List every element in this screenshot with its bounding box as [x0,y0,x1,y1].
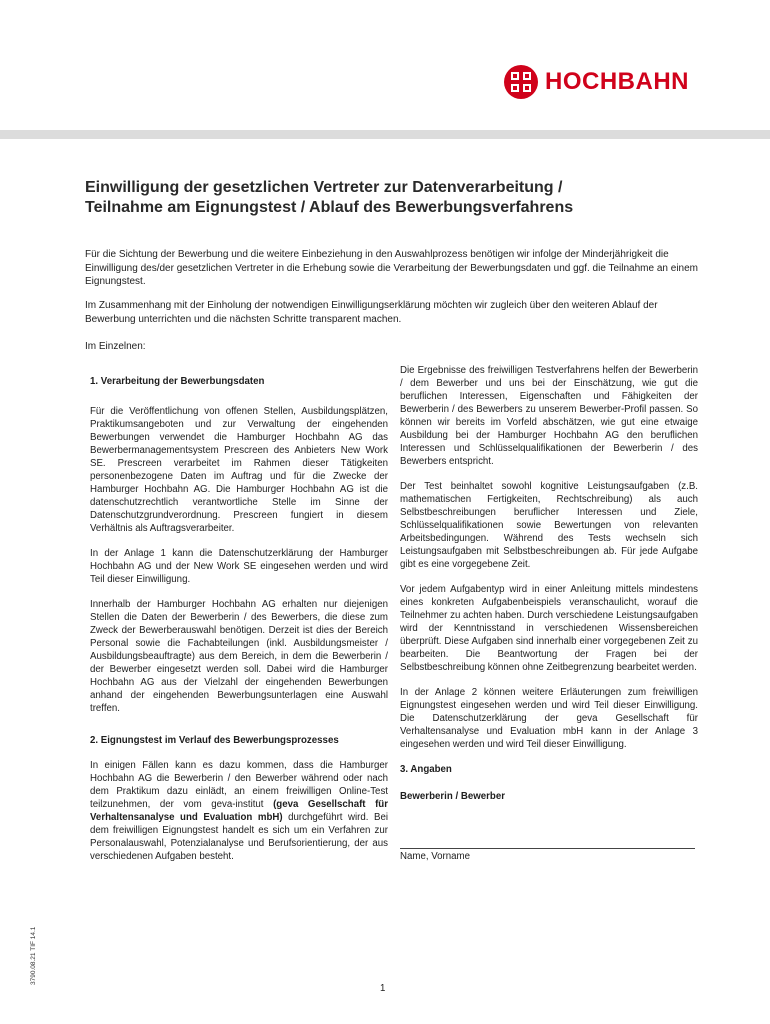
section-1-heading: 1. Verarbeitung der Bewerbungsdaten [90,376,265,387]
intro-paragraph-2: Im Zusammenhang mit der Einholung der notwendigen Einwilligungserklärung möchten wir zugleich über den weiteren Ablauf der Bewerbung unterrichten und die nächsten Schritte transparent machen. [85,300,658,325]
section-2-text-before: In einigen Fällen kann es dazu kommen, dass die Hamburger Hochbahn AG die Bewerberin / den Bewerber während oder nach dem Praktikum dazu einlädt, an einem freiwilligen Online-Test teilzunehmen, der vom geva-institut [90,760,388,810]
title-line-2: Teilnahme am Eignungstest / Ablauf des Bewerbungsverfahrens [85,199,574,216]
name-input-line[interactable] [400,848,695,849]
document-title [85,178,725,218]
section-3-heading: 3. Angaben [400,764,452,775]
name-field-label: Name, Vorname [400,851,470,862]
intro-paragraph-3: Im Einzelnen: [85,341,146,352]
right-paragraph-1: Die Ergebnisse des freiwilligen Testverfahrens helfen der Bewerberin / dem Bewerber und uns bei der Einschätzung, wie gut die beruflichen Interessen, Eigenschaften und Fähigkeiten der Bewerberin / des Bewerbers zu unserem Bewerber-Profil passen. So können wir bereits im Vorfeld abschätzen, wie gut eine etwaige Ausbildung bei der Hamburger Hochbahn AG den beruflichen Interessen und Schlüsselqualifikationen der Bewerberin / des Bewerbers entspricht. [400,365,698,467]
header-divider-band [0,130,770,139]
right-paragraph-4: In der Anlage 2 können weitere Erläuterungen zum freiwilligen Eignungstest eingesehen werden und wird Teil dieser Einwilligung. Die Datenschutzerklärung der geva Gesellschaft für Verhaltensanalyse und Evaluation mbH kann in der Anlage 3 eingesehen werden und wird Teil dieser Einwilligung. [400,687,698,750]
left-column [90,375,388,875]
page-number: 1 [380,983,386,994]
logo-text: HOCHBAHN [545,68,689,95]
hochbahn-logo [503,64,689,100]
intro-paragraph-1: Für die Sichtung der Bewerbung und die weitere Einbeziehung in den Auswahlprozess benötigen wir infolge der Minderjährigkeit die Einwilligung des/der gesetzlichen Vertreter in die Erhebung sowie die Verarbeitung der Bewerbungsdaten und ggf. die Teilnahme an einem Eignungstest. [85,249,698,287]
section-2-text-after: durchgeführt wird. Bei dem freiwilligen Eignungstest handelt es sich um ein Verfahren zur Personalauswahl, Potenzialanalyse und Berufsorientierung, der aus verschiedenen Aufgaben besteht. [90,812,388,862]
side-document-code: 3790.08.21 TIF 14.1 [30,926,37,985]
section-2-paragraph [90,759,388,863]
section-2-text-bold: (geva Gesellschaft für Verhaltensanalyse und Evaluation mbH) [90,799,388,823]
section-1-paragraph-2: In der Anlage 1 kann die Datenschutzerklärung der Hamburger Hochbahn AG und der New Work SE eingesehen werden und wird Teil dieser Einwilligung. [90,548,388,585]
applicant-label: Bewerberin / Bewerber [400,791,505,802]
section-2-heading: 2. Eignungstest im Verlauf des Bewerbungsprozesses [90,735,339,746]
hochbahn-emblem-icon [503,64,539,100]
right-column [400,364,698,815]
section-1-paragraph-3: Innerhalb der Hamburger Hochbahn AG erhalten nur diejenigen Stellen die Daten der Bewerberin / des Bewerbers, die diese zum Zweck der Bewerberauswahl benötigen. Derzeit ist dies der Bereich Personal sowie die Fachabteilungen (inkl. Ausbildungsmeister / Ausbildungsbeauftragte) aus dem Bereich, in dem die Bewerberin / der Bewerber eingesetzt werden soll. Dabei wird die Hamburger Hochbahn AG aus der Vielzahl der eingehenden Bewerbungen anhand der eingehenden Bewerbungsunterlagen eine Auswahl treffen. [90,599,388,714]
title-line-1: Einwilligung der gesetzlichen Vertreter zur Datenverarbeitung / [85,179,563,196]
right-paragraph-2: Der Test beinhaltet sowohl kognitive Leistungsaufgaben (z.B. mathematischen Fertigkeiten, Rechtschreibung) als auch Selbstbeschreibungen beruflicher Interessen und Ziele, Schlüsselqualifikationen sowie Bewertungen von relevanten Arbeitsbedingungen. Während des Tests wechseln sich Leistungsaufgaben mit Selbstbeschreibungen ab. Für jede Aufgabe gibt es eine vorgegebene Zeit. [400,481,698,570]
right-paragraph-3: Vor jedem Aufgabentyp wird in einer Anleitung mittels mindestens eines konkreten Aufgabenbeispiels veranschaulicht, worauf die Teilnehmer zu achten haben. Durch verschiedene Leistungsaufgaben wird der Kenntnisstand in verschiedenen Wissensbereichen überprüft. Diese Aufgaben sind innerhalb einer vorgegebenen Zeit zu bearbeiten. Die Beantwortung der Fragen bei der Selbstbeschreibung können ohne Zeitbegrenzung bearbeitet werden. [400,584,698,673]
section-1-paragraph-1: Für die Veröffentlichung von offenen Stellen, Ausbildungsplätzen, Praktikumsangeboten und zur Verwaltung der eingehenden Bewerbungen verwendet die Hamburger Hochbahn AG das Bewerbermanagementsystem Prescreen des Anbieters New Work SE. Prescreen verarbeitet im Rahmen dieser Tätigkeiten personenbezogene Daten im Auftrag und für die Zwecke der Hamburger Hochbahn AG. Die Hamburger Hochbahn AG ist die datenschutzrechtlich verantwortliche Stelle im Sinne der Datenschutzgrundverordnung. Prescreen fungiert in diesem Verhältnis als Auftragsverarbeiter. [90,406,388,534]
